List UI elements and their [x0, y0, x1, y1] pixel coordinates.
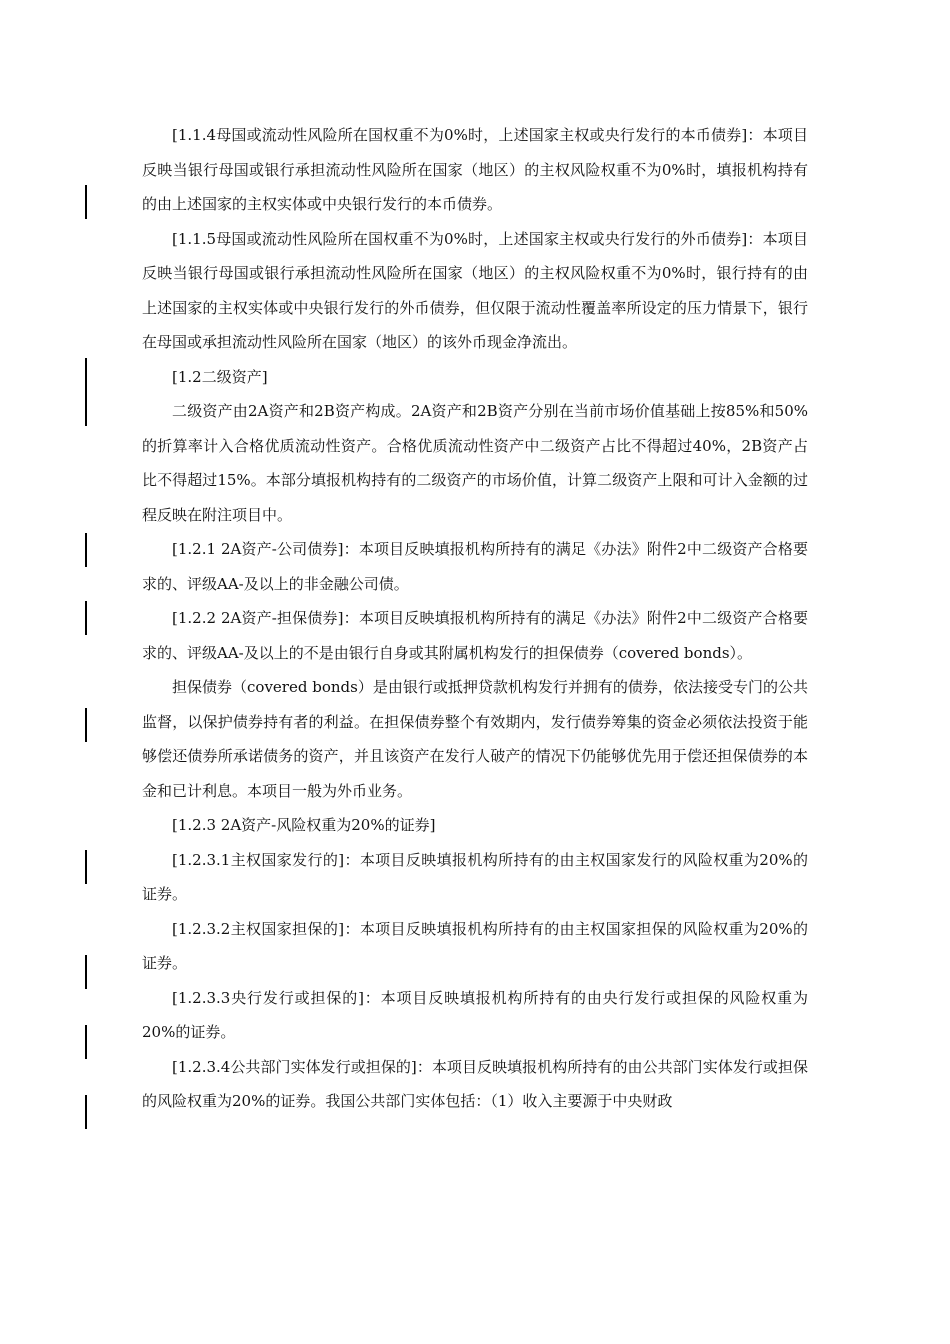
paragraph-1-2-3-3: [1.2.3.3央行发行或担保的]：本项目反映填报机构所持有的由央行发行或担保的风险权重为20%的证券。 — [142, 988, 808, 1041]
change-bar — [85, 533, 87, 567]
paragraph-level-two-assets: 二级资产由2A资产和2B资产构成。2A资产和2B资产分别在当前市场价值基础上按85%和50%的折算率计入合格优质流动性资产。合格优质流动性资产中二级资产占比不得超过40%，2B资产占比不得超过15%。本部分填报机构持有的二级资产的市场价值，计算二级资产上限和可计入金额的过程反映在附注项目中。 — [142, 402, 808, 524]
change-bar — [85, 1095, 87, 1129]
paragraph-1-2-2: [1.2.2 2A资产-担保债券]：本项目反映填报机构所持有的满足《办法》附件2中二级资产合格要求的、评级AA-及以上的不是由银行自身或其附属机构发行的担保债券（covered bonds）。 — [142, 609, 808, 662]
document-body — [142, 118, 808, 1119]
change-bar — [85, 601, 87, 635]
change-bar — [85, 955, 87, 989]
change-bar — [85, 185, 87, 219]
heading-1-2-3: [1.2.3 2A资产-风险权重为20%的证券] — [172, 816, 436, 834]
change-bar — [85, 850, 87, 884]
paragraph-1-2-3-2: [1.2.3.2主权国家担保的]：本项目反映填报机构所持有的由主权国家担保的风险权重为20%的证券。 — [142, 919, 808, 972]
paragraph-1-2-3-1: [1.2.3.1主权国家发行的]：本项目反映填报机构所持有的由主权国家发行的风险权重为20%的证券。 — [142, 850, 808, 903]
change-bar — [85, 358, 87, 426]
paragraph-covered-bonds: 担保债券（covered bonds）是由银行或抵押贷款机构发行并拥有的债券，依法接受专门的公共监督，以保护债券持有者的利益。在担保债券整个有效期内，发行债券筹集的资金必须依法投资于能够偿还债券所承诺债务的资产，并且该资产在发行人破产的情况下仍能够优先用于偿还担保债券的本金和已计利息。本项目一般为外币业务。 — [142, 678, 808, 800]
heading-1-2: [1.2二级资产] — [172, 367, 268, 386]
paragraph-1-2-1: [1.2.1 2A资产-公司债券]：本项目反映填报机构所持有的满足《办法》附件2中二级资产合格要求的、评级AA-及以上的非金融公司债。 — [142, 540, 808, 593]
change-bar — [85, 1025, 87, 1059]
paragraph-1-1-4: [1.1.4母国或流动性风险所在国权重不为0%时，上述国家主权或央行发行的本币债券]：本项目反映当银行母国或银行承担流动性风险所在国家（地区）的主权风险权重不为0%时，填报机构持有的由上述国家的主权实体或中央银行发行的本币债券。 — [142, 126, 808, 213]
change-bar — [85, 708, 87, 742]
paragraph-1-1-5: [1.1.5母国或流动性风险所在国权重不为0%时，上述国家主权或央行发行的外币债券]：本项目反映当银行母国或银行承担流动性风险所在国家（地区）的主权风险权重不为0%时，银行持有的由上述国家的主权实体或中央银行发行的外币债券，但仅限于流动性覆盖率所设定的压力情景下，银行在母国或承担流动性风险所在国家（地区）的该外币现金净流出。 — [142, 229, 808, 351]
paragraph-1-2-3-4: [1.2.3.4公共部门实体发行或担保的]：本项目反映填报机构所持有的由公共部门实体发行或担保的风险权重为20%的证券。我国公共部门实体包括：（1）收入主要源于中央财政 — [142, 1057, 808, 1110]
